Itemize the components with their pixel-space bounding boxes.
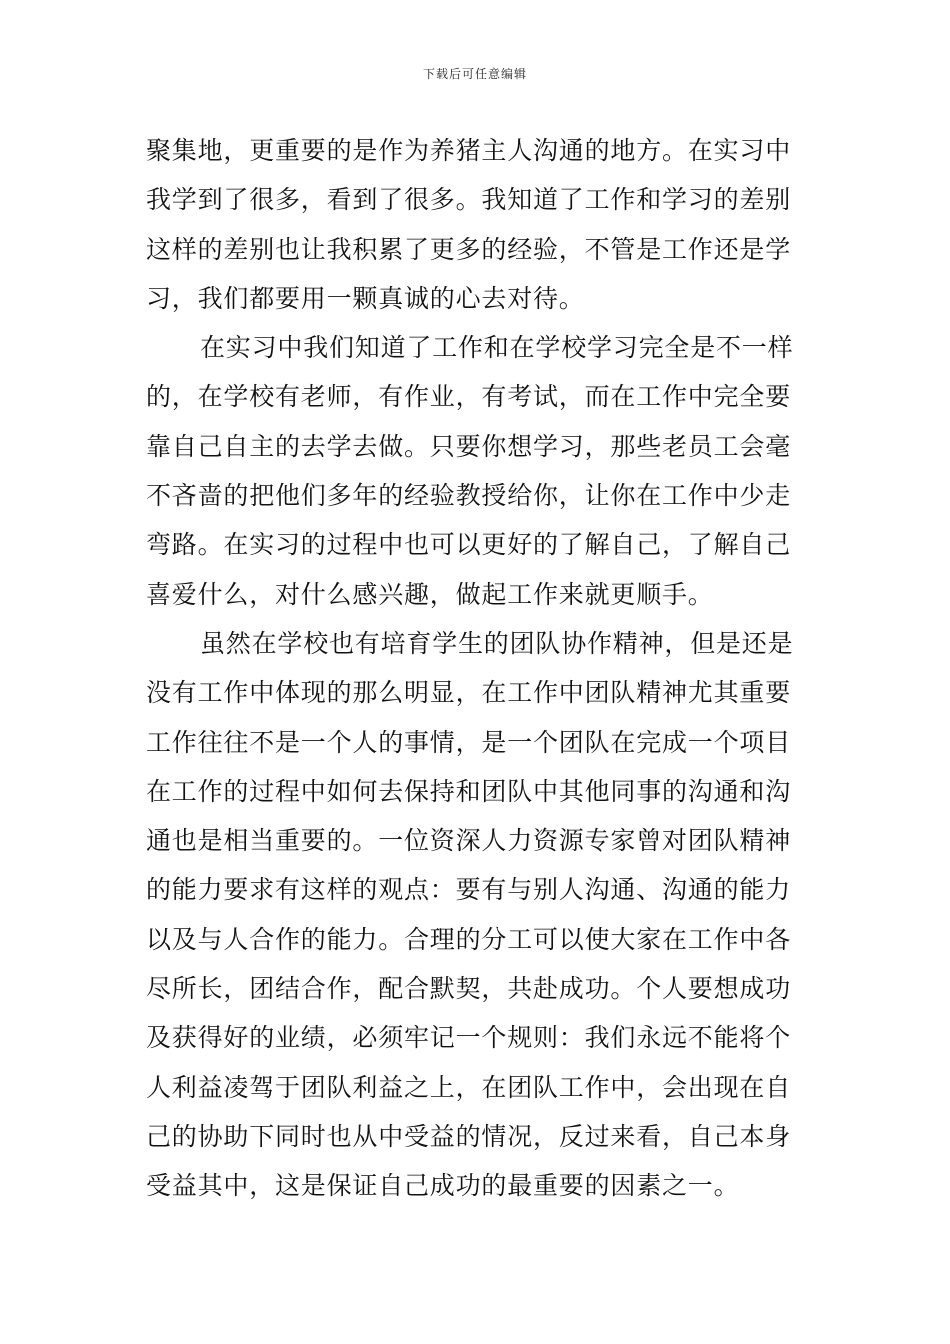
text-line: 己的协助下同时也从中受益的情况，反过来看，自己本身 [146, 1121, 792, 1151]
text-line: 受益其中，这是保证自己成功的最重要的因素之一。 [146, 1171, 740, 1201]
paragraph-1 [146, 126, 811, 323]
page-header-note: 下载后可任意编辑 [422, 67, 527, 81]
text-line: 聚集地，更重要的是作为养猪主人沟通的地方。在实习中 [146, 136, 792, 165]
text-line: 我学到了很多，看到了很多。我知道了工作和学习的差别 [146, 185, 792, 215]
text-line: 这样的差别也让我积累了更多的经验，不管是工作还是学 [146, 234, 792, 264]
text-line: 尽所长，团结合作，配合默契，共赴成功。个人要想成功 [146, 974, 792, 1004]
text-line: 习，我们都要用一颗真诚的心去对待。 [146, 283, 585, 313]
text-line: 人利益凌驾于团队利益之上，在团队工作中，会出现在自 [146, 1072, 792, 1102]
text-line: 虽然在学校也有培育学生的团队协作精神，但是还是 [200, 628, 794, 658]
text-line: 以及与人合作的能力。合理的分工可以使大家在工作中各 [146, 924, 792, 954]
text-line: 通也是相当重要的。一位资深人力资源专家曾对团队精神 [146, 826, 792, 856]
text-line: 及获得好的业绩，必须牢记一个规则：我们永远不能将个 [146, 1023, 792, 1053]
text-line: 靠自己自主的去学去做。只要你想学习，那些老员工会毫 [146, 431, 792, 461]
paragraph-3 [146, 619, 811, 1211]
text-line: 的，在学校有老师，有作业，有考试，而在工作中完全要 [146, 382, 792, 412]
text-line: 的能力要求有这样的观点：要有与别人沟通、沟通的能力 [146, 875, 792, 905]
text-line: 没有工作中体现的那么明显，在工作中团队精神尤其重要 [146, 678, 792, 708]
text-line: 不吝啬的把他们多年的经验教授给你，让你在工作中少走 [146, 481, 792, 511]
text-line: 工作往往不是一个人的事情，是一个团队在完成一个项目 [146, 727, 792, 757]
text-line: 在工作的过程中如何去保持和团队中其他同事的沟通和沟 [146, 776, 792, 806]
text-line: 喜爱什么，对什么感兴趣，做起工作来就更顺手。 [146, 579, 714, 609]
paragraph-2 [146, 323, 811, 619]
document-body [146, 126, 811, 1211]
text-line: 在实习中我们知道了工作和在学校学习完全是不一样 [200, 333, 794, 363]
text-line: 弯路。在实习的过程中也可以更好的了解自己，了解自己 [146, 530, 792, 560]
